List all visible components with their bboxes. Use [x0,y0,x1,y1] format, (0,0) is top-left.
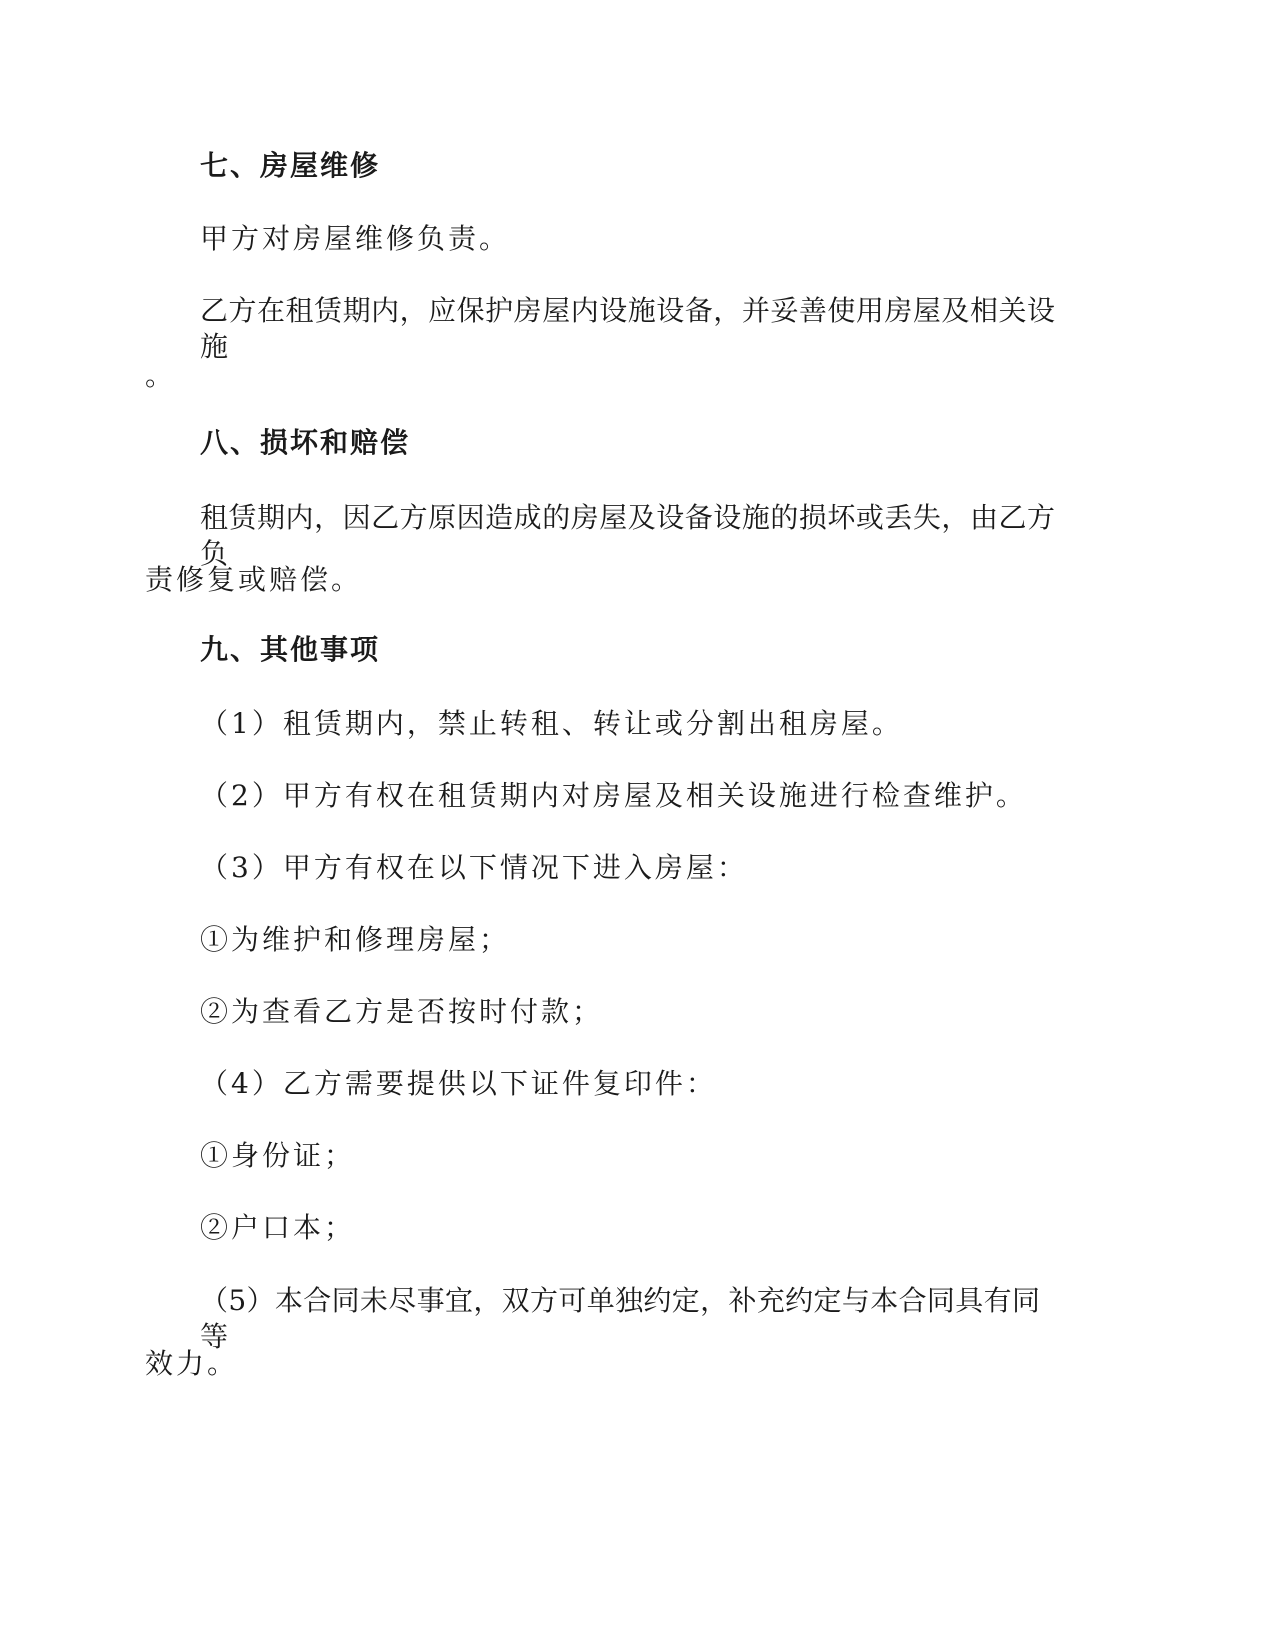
paragraph-line: 租赁期内，因乙方原因造成的房屋及设备设施的损坏或丢失，由乙方负 [200,501,1055,570]
paragraph-line: 乙方在租赁期内，应保护房屋内设施设备，并妥善使用房屋及相关设施 [200,294,1055,363]
list-item: ②户口本； [200,1211,356,1244]
list-item: （4）乙方需要提供以下证件复印件： [200,1067,717,1100]
list-item: （2）甲方有权在租赁期内对房屋及相关设施进行检查维护。 [200,779,1027,812]
section-heading-other: 九、其他事项 [200,633,381,666]
list-item: ①身份证； [200,1139,356,1172]
list-item: （1）租赁期内，禁止转租、转让或分割出租房屋。 [200,707,903,740]
list-item: （3）甲方有权在以下情况下进入房屋： [200,851,748,884]
list-item: （5）本合同未尽事宜，双方可单独约定，补充约定与本合同具有同等 [200,1284,1040,1353]
paragraph-line: 责修复或赔偿。 [145,563,363,596]
section-heading-damage: 八、损坏和赔偿 [200,426,411,459]
section-heading-repair: 七、房屋维修 [200,149,381,182]
list-item: ②为查看乙方是否按时付款； [200,995,604,1028]
list-item: ①为维护和修理房屋； [200,923,511,956]
paragraph-line: 效力。 [145,1347,239,1380]
paragraph-line: 甲方对房屋维修负责。 [200,222,511,255]
paragraph-line: 。 [145,359,177,392]
